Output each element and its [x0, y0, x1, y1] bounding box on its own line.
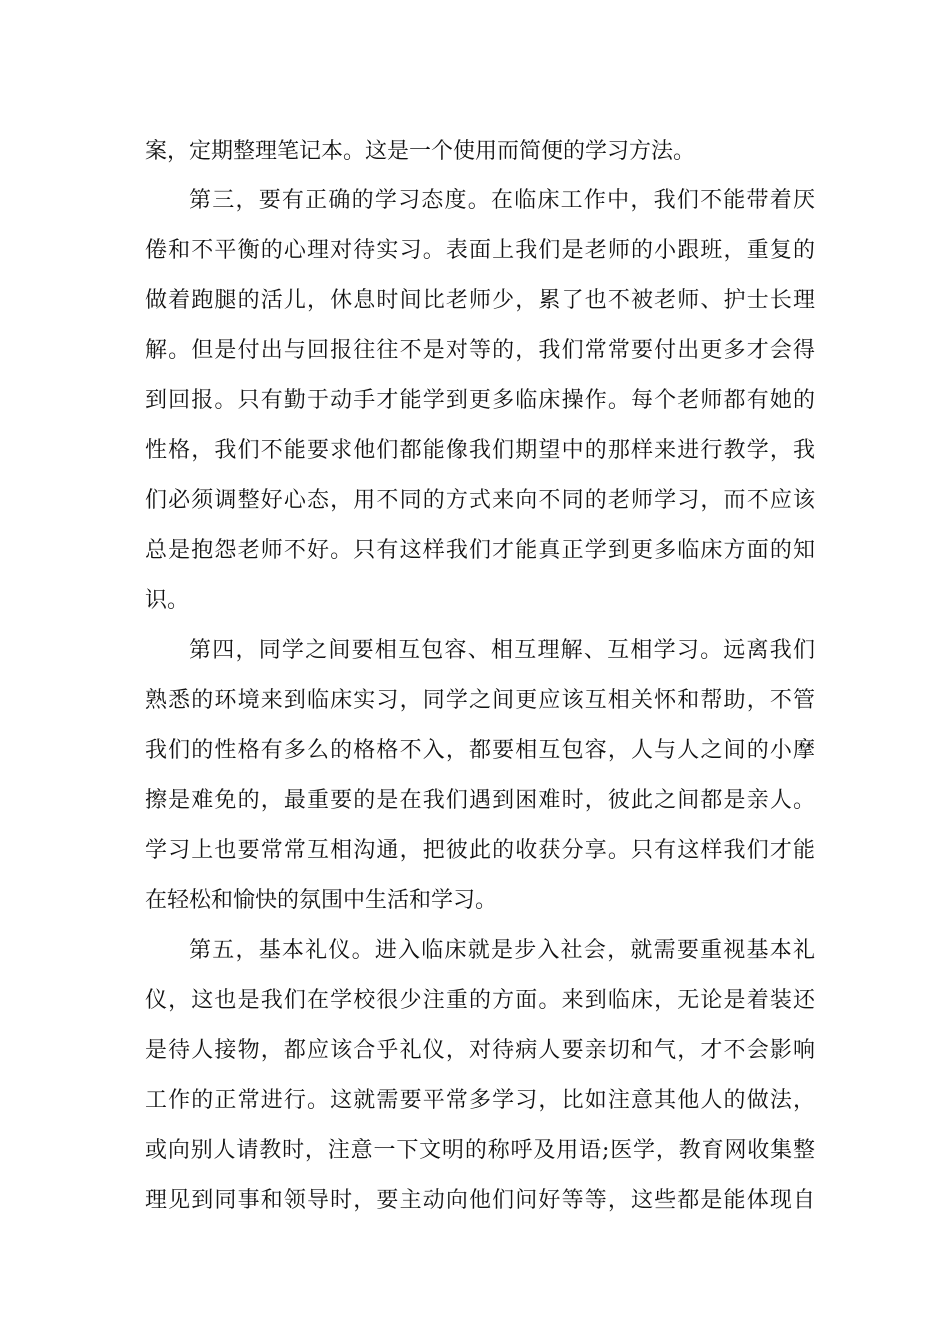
- text-line: 到回报。只有勤于动手才能学到更多临床操作。每个老师都有她的: [145, 388, 815, 413]
- paragraph-start-line: 第四，同学之间要相互包容、相互理解、互相学习。远离我们: [189, 638, 815, 663]
- text-line: 理见到同事和领导时，要主动向他们问好等等，这些都是能体现自: [145, 1188, 815, 1213]
- text-line: 我们的性格有多么的格格不入，都要相互包容，人与人之间的小摩: [145, 738, 815, 763]
- text-line: 学习上也要常常互相沟通，把彼此的收获分享。只有这样我们才能: [145, 838, 815, 863]
- text-line: 总是抱怨老师不好。只有这样我们才能真正学到更多临床方面的知: [145, 538, 815, 563]
- text-line: 解。但是付出与回报往往不是对等的，我们常常要付出更多才会得: [145, 338, 815, 363]
- paragraph-start-line: 第三，要有正确的学习态度。在临床工作中，我们不能带着厌: [189, 188, 815, 213]
- text-line: 熟悉的环境来到临床实习，同学之间更应该互相关怀和帮助，不管: [145, 688, 815, 713]
- text-line: 工作的正常进行。这就需要平常多学习，比如注意其他人的做法，: [145, 1088, 815, 1113]
- text-line: 擦是难免的，最重要的是在我们遇到困难时，彼此之间都是亲人。: [145, 788, 815, 813]
- text-line: 案，定期整理笔记本。这是一个使用而简便的学习方法。: [145, 139, 696, 164]
- text-line: 是待人接物，都应该合乎礼仪，对待病人要亲切和气，才不会影响: [145, 1038, 815, 1063]
- text-line: 识。: [145, 588, 190, 613]
- paragraph-start-line: 第五，基本礼仪。进入临床就是步入社会，就需要重视基本礼: [189, 938, 815, 963]
- text-line: 们必须调整好心态，用不同的方式来向不同的老师学习，而不应该: [145, 488, 815, 513]
- text-line: 或向别人请教时，注意一下文明的称呼及用语;医学，教育网收集整: [145, 1138, 815, 1163]
- text-line: 倦和不平衡的心理对待实习。表面上我们是老师的小跟班，重复的: [145, 238, 815, 263]
- text-line: 性格，我们不能要求他们都能像我们期望中的那样来进行教学，我: [145, 438, 815, 463]
- text-line: 做着跑腿的活儿，休息时间比老师少，累了也不被老师、护士长理: [145, 288, 815, 313]
- text-line: 仪，这也是我们在学校很少注重的方面。来到临床，无论是着装还: [145, 988, 815, 1013]
- text-line: 在轻松和愉快的氛围中生活和学习。: [145, 888, 498, 913]
